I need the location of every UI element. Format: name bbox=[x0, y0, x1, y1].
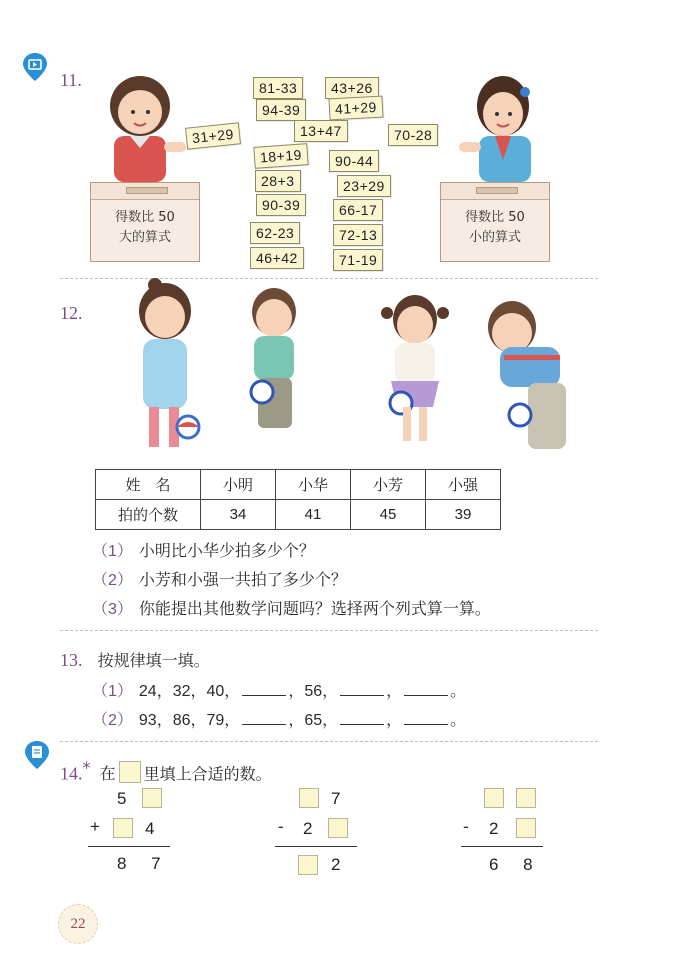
table-header-cell: 小华 bbox=[276, 470, 351, 500]
table-header-cell: 小强 bbox=[426, 470, 501, 500]
child-bouncing-ball-illustration bbox=[125, 275, 205, 460]
difference-line bbox=[461, 846, 543, 847]
answer-square[interactable] bbox=[142, 788, 162, 808]
question-item bbox=[92, 538, 315, 561]
answer-square[interactable] bbox=[298, 855, 318, 875]
ballot-box-less[interactable] bbox=[440, 182, 550, 262]
equation-card[interactable]: 13+47 bbox=[294, 120, 348, 142]
digit: 5 bbox=[117, 789, 127, 808]
equation-card[interactable]: 94-39 bbox=[256, 99, 306, 121]
table-cell: 39 bbox=[426, 500, 501, 530]
exercise-14-number: 14. bbox=[60, 763, 83, 784]
sequence-separator: ， bbox=[386, 710, 403, 729]
section-divider bbox=[60, 741, 598, 742]
equation-card[interactable]: 18+19 bbox=[253, 143, 308, 169]
exercise-14-heading bbox=[60, 758, 272, 784]
equation-card[interactable]: 81-33 bbox=[253, 77, 303, 99]
answer-blank[interactable] bbox=[404, 710, 448, 725]
digit: 7 bbox=[331, 789, 341, 808]
equation-card[interactable]: 43+26 bbox=[325, 77, 379, 99]
answer-square[interactable] bbox=[484, 788, 504, 808]
child-bouncing-ball-illustration bbox=[375, 285, 455, 455]
answer-square[interactable] bbox=[113, 818, 133, 838]
sequence-middle: ，56， bbox=[288, 683, 339, 700]
table-cell: 45 bbox=[351, 500, 426, 530]
sequence-item bbox=[92, 678, 466, 701]
question-item bbox=[92, 596, 491, 619]
ballot-box-greater[interactable] bbox=[90, 182, 200, 262]
result: 6 8 bbox=[489, 855, 543, 874]
exercise-14-title-post: 里填上合适的数。 bbox=[143, 764, 272, 784]
question-item bbox=[92, 567, 347, 590]
operator: - bbox=[278, 817, 284, 836]
exercise-13-number: 13. bbox=[60, 650, 83, 670]
sum-line bbox=[88, 846, 170, 847]
table-cell: 41 bbox=[276, 500, 351, 530]
page-number: 22 bbox=[58, 904, 98, 944]
table-header-cell: 姓 名 bbox=[96, 470, 201, 500]
table-cell: 34 bbox=[201, 500, 276, 530]
equation-card[interactable]: 62-23 bbox=[250, 222, 300, 244]
answer-square[interactable] bbox=[516, 818, 536, 838]
table-header-cell: 小明 bbox=[201, 470, 276, 500]
sequence-separator: ， bbox=[386, 681, 403, 700]
child-illustration bbox=[455, 70, 545, 185]
table-header-cell: 小芳 bbox=[351, 470, 426, 500]
child-bouncing-ball-illustration bbox=[478, 295, 593, 470]
exercise-14-title-pre: 在 bbox=[99, 764, 116, 784]
operator: - bbox=[463, 817, 469, 836]
operator: + bbox=[90, 817, 100, 836]
sequence-end: 。 bbox=[450, 681, 467, 700]
box-label: 得数比 50 小的算式 bbox=[441, 199, 549, 261]
equation-card[interactable]: 90-44 bbox=[329, 150, 379, 172]
sequence-middle: ，65， bbox=[288, 712, 339, 729]
box-label: 得数比 50 大的算式 bbox=[91, 199, 199, 261]
digit: 2 bbox=[489, 819, 499, 838]
sequence-index: （1） bbox=[92, 683, 133, 700]
equation-card[interactable]: 72-13 bbox=[333, 224, 383, 246]
sequence-end: 。 bbox=[450, 710, 467, 729]
question-text: 小明比小华少拍多少个？ bbox=[138, 541, 315, 560]
equation-card[interactable]: 71-19 bbox=[333, 249, 383, 271]
answer-blank[interactable] bbox=[340, 710, 384, 725]
answer-blank[interactable] bbox=[340, 681, 384, 696]
sequence-index: （2） bbox=[92, 712, 133, 729]
result: 8 7 bbox=[117, 854, 171, 873]
sequence-prefix: 24，32，40， bbox=[138, 683, 241, 700]
table-row-label: 拍的个数 bbox=[96, 500, 201, 530]
box-slot bbox=[126, 187, 168, 194]
question-index: （1） bbox=[92, 543, 133, 560]
equation-card[interactable]: 31+29 bbox=[185, 122, 241, 150]
exercise-12-number: 12. bbox=[60, 303, 83, 323]
exercise-13-heading bbox=[60, 648, 210, 671]
clap-count-table bbox=[95, 469, 501, 530]
exercise-11-number: 11. bbox=[60, 70, 82, 90]
document-pin-icon[interactable] bbox=[24, 740, 50, 770]
question-index: （3） bbox=[92, 601, 133, 618]
answer-blank[interactable] bbox=[404, 681, 448, 696]
optional-star: * bbox=[82, 758, 91, 777]
equation-card[interactable]: 28+3 bbox=[255, 170, 301, 192]
equation-card[interactable]: 66-17 bbox=[333, 199, 383, 221]
difference-line bbox=[275, 846, 357, 847]
answer-blank[interactable] bbox=[242, 681, 286, 696]
equation-card[interactable]: 23+29 bbox=[337, 175, 391, 197]
question-text: 你能提出其他数学问题吗？选择两个列式算一算。 bbox=[138, 599, 491, 618]
answer-square[interactable] bbox=[516, 788, 536, 808]
digit: 2 bbox=[303, 819, 313, 838]
sequence-prefix: 93，86，79， bbox=[138, 712, 241, 729]
exercise-13-title: 按规律填一填。 bbox=[97, 651, 210, 670]
answer-blank[interactable] bbox=[242, 710, 286, 725]
video-pin-icon[interactable] bbox=[22, 52, 48, 82]
question-index: （2） bbox=[92, 572, 133, 589]
answer-square-sample bbox=[119, 761, 141, 783]
equation-card[interactable]: 46+42 bbox=[250, 247, 304, 269]
answer-square[interactable] bbox=[299, 788, 319, 808]
box-slot bbox=[476, 187, 518, 194]
digit: 2 bbox=[331, 855, 341, 874]
child-illustration bbox=[100, 70, 190, 185]
equation-card[interactable]: 70-28 bbox=[388, 124, 438, 146]
answer-square[interactable] bbox=[328, 818, 348, 838]
question-text: 小芳和小强一共拍了多少个？ bbox=[138, 570, 347, 589]
digit: 4 bbox=[145, 819, 155, 838]
section-divider bbox=[60, 630, 598, 631]
equation-card[interactable]: 90-39 bbox=[256, 194, 306, 216]
child-bouncing-ball-illustration bbox=[238, 280, 308, 440]
equation-card[interactable]: 41+29 bbox=[328, 96, 383, 121]
sequence-item bbox=[92, 707, 466, 730]
